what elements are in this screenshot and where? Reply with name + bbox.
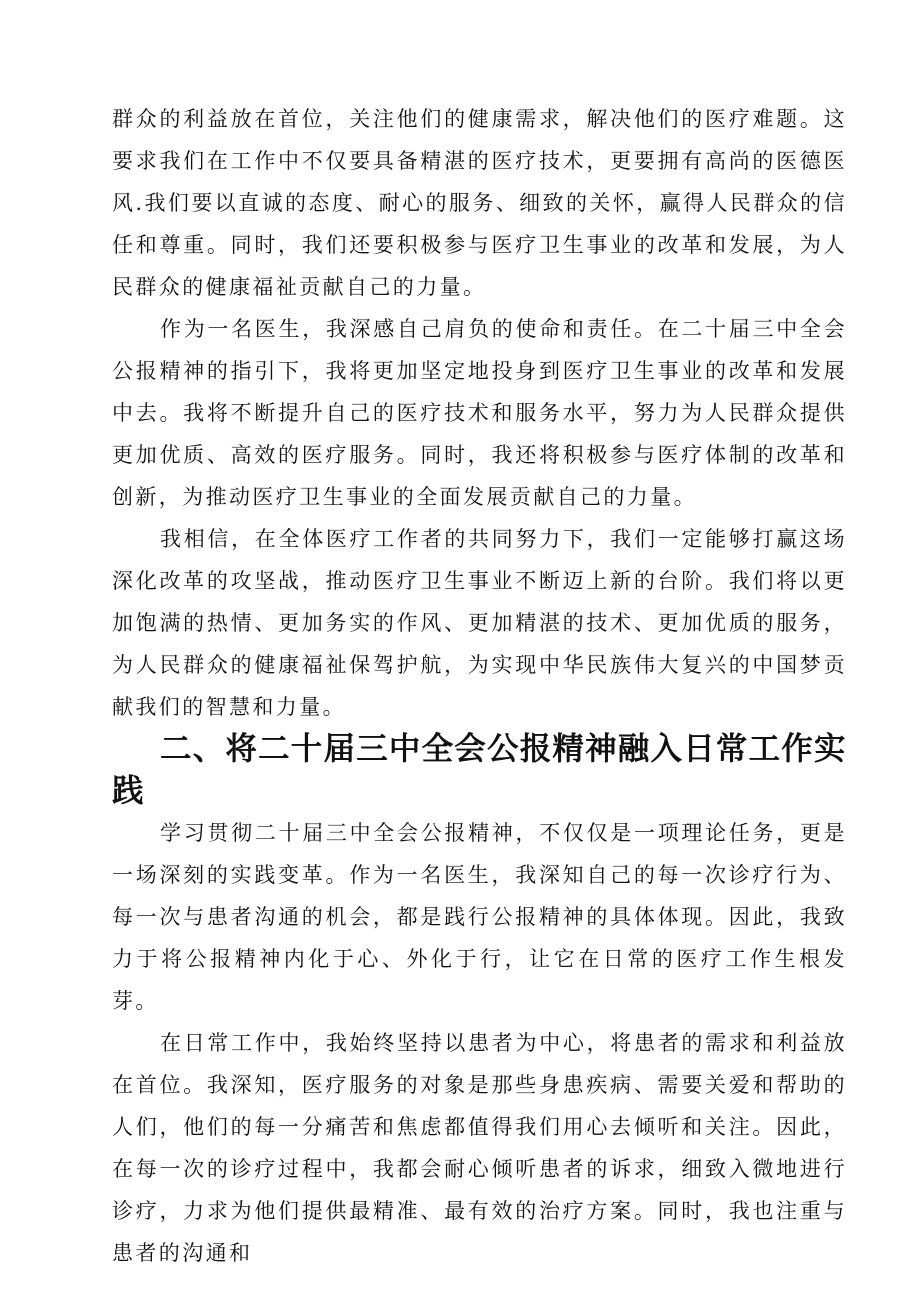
paragraph-continuation: 群众的利益放在首位，关注他们的健康需求，解决他们的医疗难题。这要求我们在工作中不仅要具备精湛的医疗技术，更要拥有高尚的医德医风.我们要以直诚的态度、耐心的服务、细致的关怀，赢得人民群众的信任和尊重。同时，我们还要积极参与医疗卫生事业的改革和发展，为人民群众的健康福祉贡献自己的力量。 bbox=[112, 107, 847, 299]
paragraph-study-practice: 学习贯彻二十届三中全会公报精神，不仅仅是一项理论任务，更是一场深刻的实践变革。作为一名医生，我深知自己的每一次诊疗行为、每一次与患者沟通的机会，都是践行公报精神的具体体现。因此，我致力于将公报精神内化于心、外化于行，让它在日常的医疗工作生根发芽。 bbox=[112, 821, 847, 1013]
paragraph-belief: 我相信，在全体医疗工作者的共同努力下，我们一定能够打赢这场深化改革的攻坚战，推动医疗卫生事业不断迈上新的台阶。我们将以更加饱满的热情、更加务实的作风、更加精湛的技术、更加优质的服务，为人民群众的健康福祉保驾护航，为实现中华民族伟大复兴的中国梦贡献我们的智慧和力量。 bbox=[112, 527, 847, 719]
document-body bbox=[112, 98, 847, 1274]
section-heading: 二、将二十届三中全会公报精神融入日常工作实践 bbox=[112, 731, 847, 809]
paragraph-doctor-mission: 作为一名医生，我深感自己肩负的使命和责任。在二十届三中全会公报精神的指引下，我将更加坚定地投身到医疗卫生事业的改革和发展中去。我将不断提升自己的医疗技术和服务水平，努力为人民群众提供更加优质、高效的医疗服务。同时，我还将积极参与医疗体制的改革和创新，为推动医疗卫生事业的全面发展贡献自己的力量。 bbox=[112, 317, 847, 509]
paragraph-daily-work: 在日常工作中，我始终坚持以患者为中心，将患者的需求和利益放在首位。我深知，医疗服务的对象是那些身患疾病、需要关爱和帮助的人们，他们的每一分痛苦和焦虑都值得我们用心去倾听和关注。因此，在每一次的诊疗过程中，我都会耐心倾听患者的诉求，细致入微地进行诊疗，力求为他们提供最精准、最有效的治疗方案。同时，我也注重与患者的沟通和 bbox=[112, 1031, 847, 1265]
